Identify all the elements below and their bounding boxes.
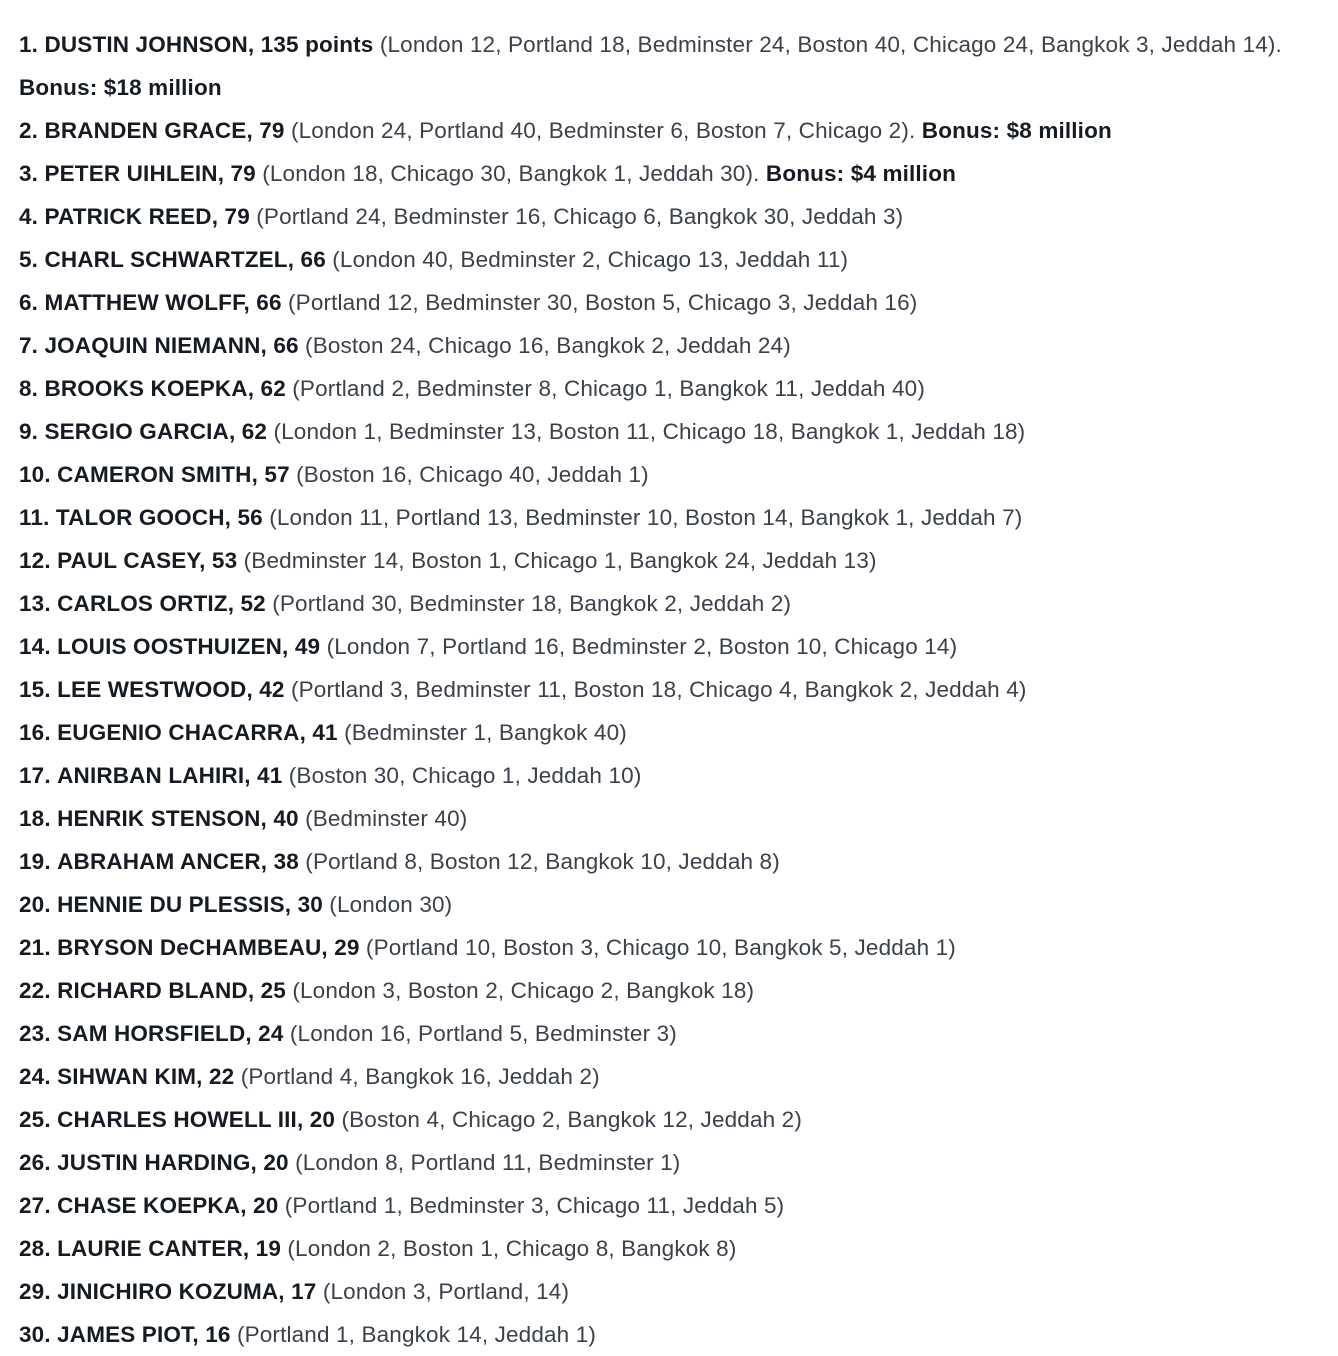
player-name: JOAQUIN NIEMANN [44, 333, 261, 358]
name-points-separator: , [227, 591, 235, 616]
name-points-separator: , [260, 333, 267, 358]
name-points-separator: , [196, 1064, 203, 1089]
event-points-breakdown: (London 11, Portland 13, Bedminster 10, Boston 14, Bangkok 1, Jeddah 7) [269, 505, 1023, 530]
rank-number: 19. [19, 849, 51, 874]
rank-number: 29. [19, 1279, 51, 1304]
player-name: JUSTIN HARDING [57, 1150, 251, 1175]
name-points-separator: , [199, 548, 206, 573]
name-points-separator: , [217, 161, 225, 186]
list-item [19, 883, 1319, 926]
event-points-breakdown: (Boston 30, Chicago 1, Jeddah 10) [288, 763, 642, 788]
event-points-breakdown: (Portland 3, Bedminster 11, Boston 18, Chicago 4, Bangkok 2, Jeddah 4) [290, 677, 1027, 702]
player-name: EUGENIO CHACARRA [57, 720, 300, 745]
rank-number: 20. [19, 892, 51, 917]
event-points-breakdown: (Portland 1, Bangkok 14, Jeddah 1) [236, 1322, 597, 1347]
event-points-breakdown: (Boston 4, Chicago 2, Bangkok 12, Jeddah 2) [341, 1107, 802, 1132]
bonus-amount: Bonus: $8 million [921, 118, 1112, 143]
player-name: CHARL SCHWARTZEL [44, 247, 288, 272]
bonus-amount: Bonus: $4 million [765, 161, 956, 186]
event-points-breakdown: (Portland 30, Bedminster 18, Bangkok 2, Jeddah 2) [272, 591, 792, 616]
player-name: BRYSON DeCHAMBEAU [57, 935, 322, 960]
name-points-separator: , [250, 1150, 257, 1175]
points-total: 24 [258, 1021, 284, 1046]
list-item [19, 797, 1319, 840]
name-points-separator: , [260, 849, 268, 874]
name-points-separator: , [246, 677, 253, 702]
player-name: HENNIE DU PLESSIS [57, 892, 285, 917]
points-total: 135 points [260, 32, 374, 57]
list-item [19, 195, 1319, 238]
list-item [19, 711, 1319, 754]
list-item [19, 367, 1319, 410]
event-points-breakdown: (London 24, Portland 40, Bedminster 6, Boston 7, Chicago 2). [291, 118, 916, 143]
points-total: 79 [259, 118, 285, 143]
list-item [19, 410, 1319, 453]
name-points-separator: , [211, 204, 219, 229]
player-name: RICHARD BLAND [57, 978, 248, 1003]
list-item [19, 1141, 1319, 1184]
list-item [19, 840, 1319, 883]
points-total: 66 [273, 333, 299, 358]
points-total: 19 [255, 1236, 281, 1261]
name-points-separator: , [299, 720, 306, 745]
event-points-breakdown: (Portland 10, Boston 3, Chicago 10, Bangkok 5, Jeddah 1) [365, 935, 956, 960]
list-item [19, 453, 1319, 496]
rank-number: 17. [19, 763, 51, 788]
player-name: CAMERON SMITH [57, 462, 252, 487]
points-total: 52 [240, 591, 266, 616]
player-name: BROOKS KOEPKA [44, 376, 248, 401]
event-points-breakdown: (Portland 24, Bedminster 16, Chicago 6, Bangkok 30, Jeddah 3) [256, 204, 904, 229]
list-item [19, 496, 1319, 539]
list-item [19, 625, 1319, 668]
rank-number: 13. [19, 591, 51, 616]
rank-number: 11. [19, 505, 50, 530]
event-points-breakdown: (Portland 1, Bedminster 3, Chicago 11, Jeddah 5) [284, 1193, 785, 1218]
rank-number: 1. [19, 32, 39, 57]
rank-number: 6. [19, 290, 39, 315]
rank-number: 16. [19, 720, 51, 745]
rank-number: 21. [19, 935, 51, 960]
list-item [19, 109, 1319, 152]
event-points-breakdown: (Bedminster 1, Bangkok 40) [344, 720, 627, 745]
event-points-breakdown: (Boston 24, Chicago 16, Bangkok 2, Jeddah 24) [305, 333, 791, 358]
name-points-separator: , [244, 763, 251, 788]
player-name: DUSTIN JOHNSON [44, 32, 248, 57]
points-total: 22 [208, 1064, 235, 1089]
list-item [19, 969, 1319, 1012]
rank-number: 10. [19, 462, 51, 487]
player-name: ABRAHAM ANCER [57, 849, 261, 874]
name-points-separator: , [282, 634, 289, 659]
player-name: CARLOS ORTIZ [57, 591, 228, 616]
name-points-separator: , [224, 505, 232, 530]
event-points-breakdown: (London 8, Portland 11, Bedminster 1) [295, 1150, 681, 1175]
rank-number: 24. [19, 1064, 51, 1089]
event-points-breakdown: (Portland 2, Bedminster 8, Chicago 1, Bangkok 11, Jeddah 40) [292, 376, 925, 401]
points-total: 20 [309, 1107, 336, 1132]
player-name: SIHWAN KIM [57, 1064, 197, 1089]
points-total: 56 [237, 505, 263, 530]
list-item [19, 1012, 1319, 1055]
list-item [19, 1055, 1319, 1098]
player-name: TALOR GOOCH [55, 505, 225, 530]
rank-number: 26. [19, 1150, 51, 1175]
player-name: LEE WESTWOOD [57, 677, 247, 702]
points-total: 62 [260, 376, 286, 401]
list-item [19, 1184, 1319, 1227]
list-item [19, 152, 1319, 195]
name-points-separator: , [247, 978, 255, 1003]
name-points-separator: , [296, 1107, 304, 1132]
list-item [19, 281, 1319, 324]
player-name: JAMES PIOT [57, 1322, 193, 1347]
player-name: MATTHEW WOLFF [44, 290, 244, 315]
rank-number: 9. [19, 419, 39, 444]
standings-list [19, 23, 1319, 1356]
list-item [19, 754, 1319, 797]
points-total: 16 [205, 1322, 231, 1347]
list-item [19, 1227, 1319, 1270]
rank-number: 27. [19, 1193, 51, 1218]
rank-number: 7. [19, 333, 39, 358]
event-points-breakdown: (Portland 12, Bedminster 30, Boston 5, Chicago 3, Jeddah 16) [288, 290, 918, 315]
points-total: 53 [211, 548, 238, 573]
name-points-separator: , [245, 1021, 252, 1046]
event-points-breakdown: (London 40, Bedminster 2, Chicago 13, Jeddah 11) [332, 247, 849, 272]
player-name: CHASE KOEPKA [57, 1193, 241, 1218]
event-points-breakdown: (London 3, Portland, 14) [322, 1279, 570, 1304]
name-points-separator: , [321, 935, 328, 960]
points-total: 17 [291, 1279, 317, 1304]
name-points-separator: , [287, 247, 295, 272]
points-total: 20 [263, 1150, 289, 1175]
player-name: JINICHIRO KOZUMA [57, 1279, 279, 1304]
event-points-breakdown: (London 2, Boston 1, Chicago 8, Bangkok 8) [287, 1236, 737, 1261]
event-points-breakdown: (London 16, Portland 5, Bedminster 3) [289, 1021, 677, 1046]
name-points-separator: , [251, 462, 258, 487]
player-name: BRANDEN GRACE [44, 118, 247, 143]
event-points-breakdown: (London 1, Bedminster 13, Boston 11, Chicago 18, Bangkok 1, Jeddah 18) [273, 419, 1026, 444]
rank-number: 15. [19, 677, 51, 702]
event-points-breakdown: (London 30) [329, 892, 453, 917]
name-points-separator: , [284, 892, 292, 917]
list-item [19, 668, 1319, 711]
rank-number: 30. [19, 1322, 51, 1347]
name-points-separator: , [242, 1236, 250, 1261]
event-points-breakdown: (Portland 8, Boston 12, Bangkok 10, Jeddah 8) [305, 849, 780, 874]
points-total: 49 [294, 634, 321, 659]
event-points-breakdown: (Boston 16, Chicago 40, Jeddah 1) [296, 462, 649, 487]
event-points-breakdown: (Bedminster 40) [305, 806, 468, 831]
points-total: 40 [273, 806, 299, 831]
rank-number: 23. [19, 1021, 51, 1046]
list-item [19, 926, 1319, 969]
name-points-separator: , [278, 1279, 285, 1304]
rank-number: 22. [19, 978, 51, 1003]
name-points-separator: , [243, 290, 250, 315]
event-points-breakdown: (Portland 4, Bangkok 16, Jeddah 2) [240, 1064, 600, 1089]
player-name: ANIRBAN LAHIRI [57, 763, 245, 788]
points-total: 57 [264, 462, 290, 487]
event-points-breakdown: (London 12, Portland 18, Bedminster 24, Boston 40, Chicago 24, Bangkok 3, Jeddah 14). [379, 32, 1282, 57]
list-item [19, 1098, 1319, 1141]
rank-number: 14. [19, 634, 51, 659]
player-name: LAURIE CANTER [57, 1236, 243, 1261]
rank-number: 2. [19, 118, 39, 143]
player-name: PAUL CASEY [57, 548, 200, 573]
rank-number: 18. [19, 806, 51, 831]
name-points-separator: , [192, 1322, 199, 1347]
list-item [19, 1313, 1319, 1356]
bonus-amount: Bonus: $18 million [19, 75, 222, 100]
list-item [19, 23, 1319, 109]
points-total: 62 [241, 419, 268, 444]
points-total: 41 [257, 763, 283, 788]
list-item [19, 238, 1319, 281]
points-total: 79 [224, 204, 250, 229]
points-total: 38 [273, 849, 299, 874]
points-total: 79 [230, 161, 256, 186]
name-points-separator: , [260, 806, 267, 831]
points-total: 30 [297, 892, 323, 917]
points-total: 66 [300, 247, 326, 272]
player-name: PETER UIHLEIN [44, 161, 218, 186]
player-name: PATRICK REED [44, 204, 212, 229]
points-total: 25 [260, 978, 286, 1003]
list-item [19, 324, 1319, 367]
event-points-breakdown: (London 3, Boston 2, Chicago 2, Bangkok 18) [292, 978, 755, 1003]
name-points-separator: , [246, 118, 253, 143]
points-total: 41 [312, 720, 338, 745]
player-name: SERGIO GARCIA [44, 419, 229, 444]
rank-number: 4. [19, 204, 39, 229]
name-points-separator: , [247, 376, 255, 401]
event-points-breakdown: (London 7, Portland 16, Bedminster 2, Boston 10, Chicago 14) [326, 634, 958, 659]
rank-number: 8. [19, 376, 39, 401]
name-points-separator: , [228, 419, 236, 444]
list-item [19, 539, 1319, 582]
list-item [19, 1270, 1319, 1313]
points-total: 29 [334, 935, 360, 960]
player-name: SAM HORSFIELD [57, 1021, 246, 1046]
player-name: CHARLES HOWELL III [57, 1107, 297, 1132]
points-total: 20 [253, 1193, 279, 1218]
rank-number: 12. [19, 548, 51, 573]
points-total: 66 [256, 290, 282, 315]
points-total: 42 [259, 677, 285, 702]
event-points-breakdown: (Bedminster 14, Boston 1, Chicago 1, Bangkok 24, Jeddah 13) [243, 548, 877, 573]
rank-number: 5. [19, 247, 39, 272]
event-points-breakdown: (London 18, Chicago 30, Bangkok 1, Jeddah 30). [262, 161, 760, 186]
player-name: LOUIS OOSTHUIZEN [57, 634, 283, 659]
player-name: HENRIK STENSON [57, 806, 261, 831]
name-points-separator: , [240, 1193, 247, 1218]
list-item [19, 582, 1319, 625]
rank-number: 3. [19, 161, 39, 186]
rank-number: 25. [19, 1107, 51, 1132]
name-points-separator: , [247, 32, 255, 57]
rank-number: 28. [19, 1236, 51, 1261]
